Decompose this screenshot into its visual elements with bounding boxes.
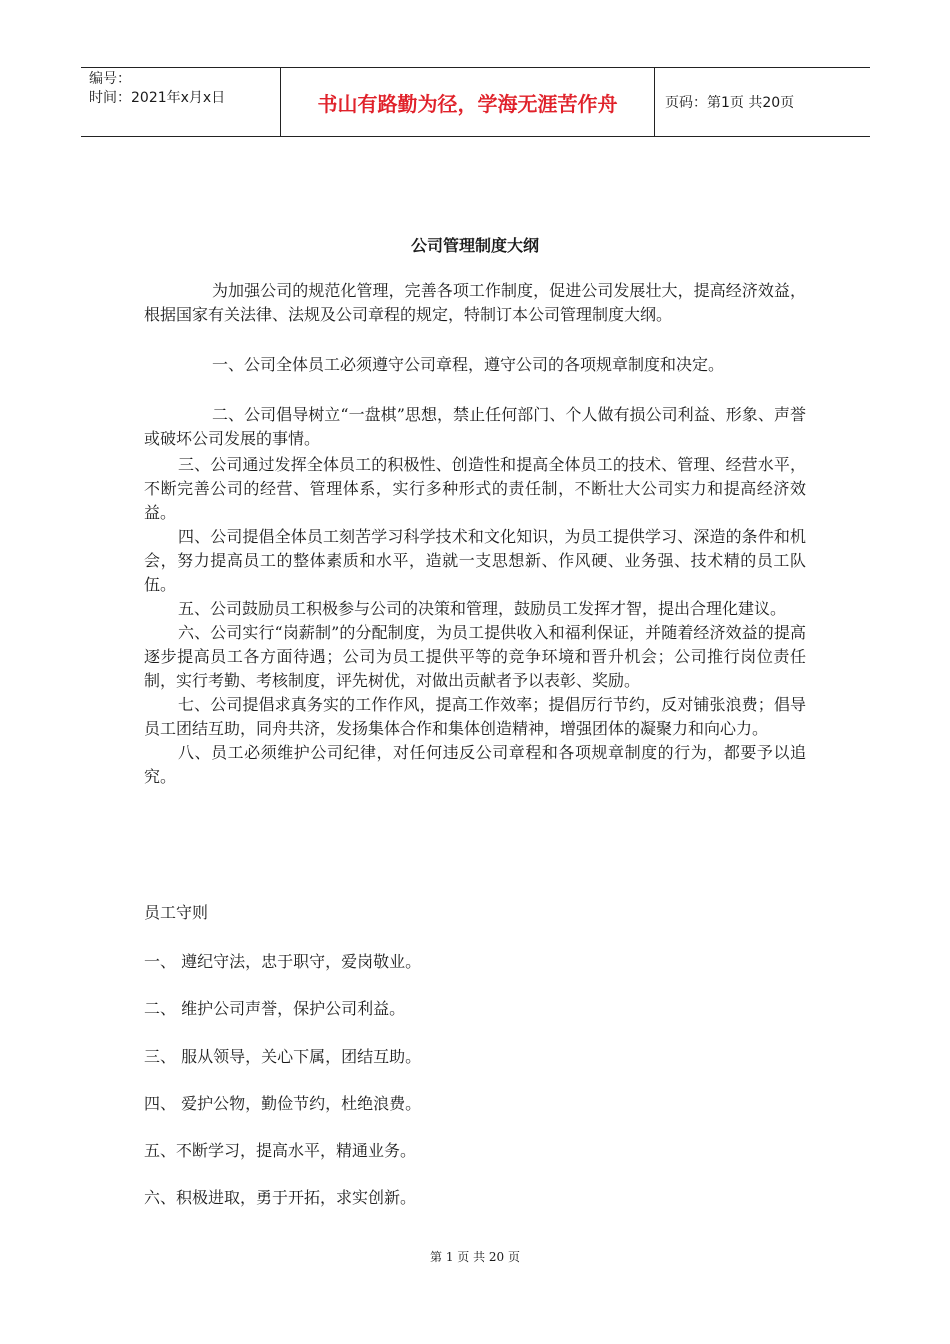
header-number-label: 编号： [89,71,131,87]
header-motto: 书山有路勤为径，学海无涯苦作舟 [280,68,655,136]
rule-item: 五、不断学习，提高水平，精通业务。 [144,1141,417,1160]
header-time-label: 时间：2021年x月x日 [89,90,226,106]
article-2-block [144,403,806,451]
article-paragraph: 六、公司实行“岗薪制”的分配制度，为员工提供收入和福利保证，并随着经济效益的提高逐步提高员工各方面待遇；公司为员工提供平等的竞争环境和晋升机会；公司推行岗位责任制，实行考勤、考核制度，评先树优，对做出贡献者予以表彰、奖励。 [144,623,806,690]
page-footer: 第 1 页 共 20 页 [430,1250,520,1264]
article-1-block [144,353,806,377]
article-paragraph: 七、公司提倡求真务实的工作作风，提高工作效率；提倡厉行节约，反对铺张浪费；倡导员工团结互助，同舟共济，发扬集体合作和集体创造精神，增强团体的凝聚力和向心力。 [144,695,806,738]
intro-block [144,279,806,327]
article-paragraph: 三、公司通过发挥全体员工的积极性、创造性和提高全体员工的技术、管理、经营水平，不断完善公司的经营、管理体系，实行多种形式的责任制，不断壮大公司实力和提高经济效益。 [144,455,806,522]
article-paragraph: 四、公司提倡全体员工刻苦学习科学技术和文化知识，为员工提供学习、深造的条件和机会，努力提高员工的整体素质和水平，造就一支思想新、作风硬、业务强、技术精的员工队伍。 [144,527,806,594]
rule-item: 三、 服从领导，关心下属，团结互助。 [144,1047,422,1066]
document-title: 公司管理制度大纲 [410,236,539,255]
article-paragraph: 五、公司鼓励员工积极参与公司的决策和管理，鼓励员工发挥才智，提出合理化建议。 [178,599,787,618]
article-paragraph: 八、员工必须维护公司纪律，对任何违反公司章程和各项规章制度的行为，都要予以追究。 [144,743,806,786]
articles-block [144,453,806,789]
article-paragraph: 一、公司全体员工必须遵守公司章程，遵守公司的各项规章制度和决定。 [212,355,725,374]
rule-item: 二、 维护公司声誉，保护公司利益。 [144,999,406,1018]
header-page-label: 页码：第1页 共20页 [665,95,795,111]
page-header [81,67,870,137]
rule-item: 六、积极进取，勇于开拓，求实创新。 [144,1188,417,1207]
header-meta [81,68,280,136]
rule-item: 四、 爱护公物，勤俭节约，杜绝浪费。 [144,1094,422,1113]
article-paragraph: 二、公司倡导树立“一盘棋”思想，禁止任何部门、个人做有损公司利益、形象、声誉或破坏公司发展的事情。 [144,405,806,448]
rule-item: 一、 遵纪守法，忠于职守，爱岗敬业。 [144,952,422,971]
section-title: 员工守则 [144,903,209,922]
intro-paragraph: 为加强公司的规范化管理，完善各项工作制度，促进公司发展壮大，提高经济效益，根据国家有关法律、法规及公司章程的规定，特制订本公司管理制度大纲。 [144,281,806,324]
